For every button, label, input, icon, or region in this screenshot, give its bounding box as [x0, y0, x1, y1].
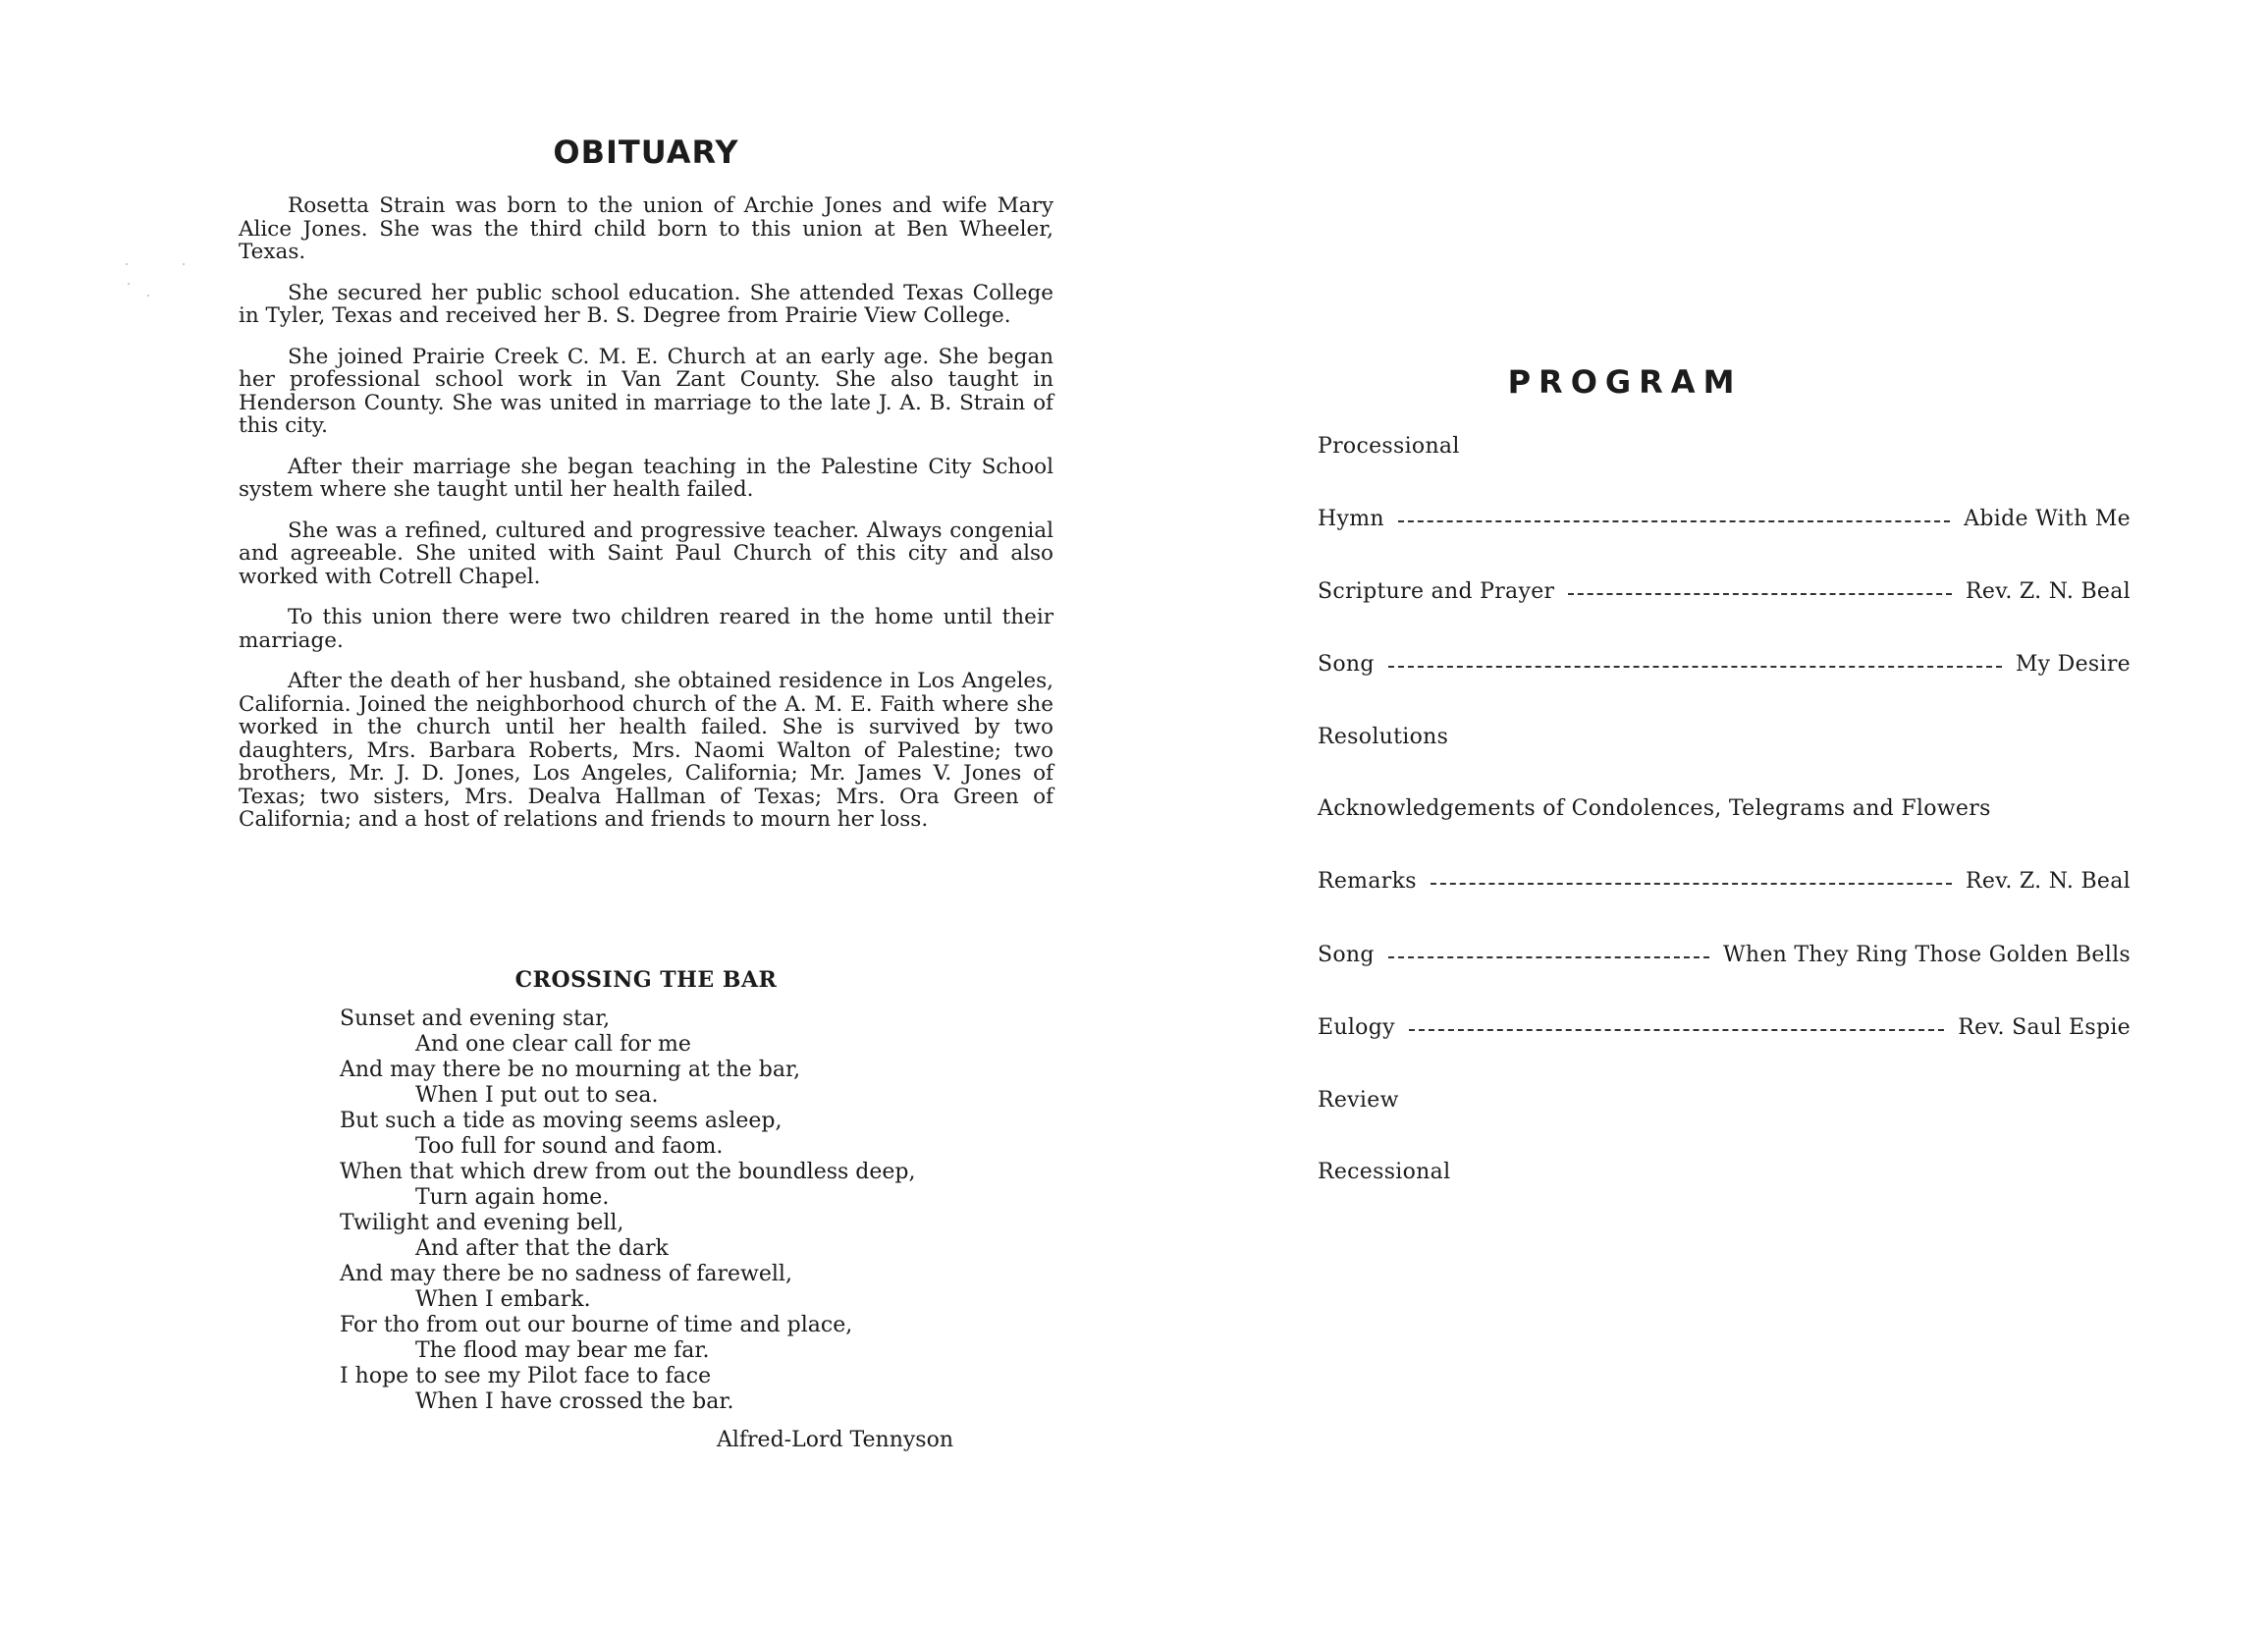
- poem-line: Turn again home.: [415, 1185, 610, 1210]
- program-item-value: Rev. Saul Espie: [1958, 1015, 2131, 1040]
- program-item-label: Review: [1318, 1088, 1399, 1113]
- program-item: [1318, 725, 2131, 749]
- program-item: [1318, 579, 2131, 604]
- program-item: [1318, 507, 2131, 531]
- poem-line: For tho from out our bourne of time and place,: [340, 1313, 853, 1337]
- paper-speck: [128, 283, 130, 285]
- poem-line: I hope to see my Pilot face to face: [340, 1364, 712, 1388]
- poem-couplet: [340, 1313, 1027, 1364]
- poem-line: When I put out to sea.: [415, 1083, 659, 1108]
- poem-body: [340, 1006, 1027, 1415]
- paper-speck: [183, 263, 185, 265]
- program-item-label: Recessional: [1318, 1160, 1451, 1184]
- dashed-leader: [1388, 956, 1709, 958]
- program-item: [1318, 943, 2131, 967]
- obituary-paragraph: After their marriage she began teaching in the Palestine City School system where she taught until her health failed.: [239, 454, 1053, 502]
- obituary-body: [239, 194, 1053, 849]
- program-item-value: Rev. Z. N. Beal: [1966, 869, 2131, 894]
- dashed-leader: [1568, 593, 1952, 595]
- program-item: [1318, 1088, 2131, 1113]
- program-title: PROGRAM: [1507, 363, 1743, 401]
- obituary-paragraph: She joined Prairie Creek C. M. E. Church at an early age. She began her professional school work in Van Zant County. She also taught in Henderson County. She was united in marriage to the late J. A. B. Strain of this city.: [239, 344, 1053, 438]
- poem-title: CROSSING THE BAR: [514, 967, 778, 993]
- poem-couplet: [340, 1364, 1027, 1415]
- program-item-label: Resolutions: [1318, 725, 1449, 749]
- program-item-value: Abide With Me: [1964, 507, 2131, 531]
- poem-line: When I embark.: [415, 1287, 591, 1312]
- poem-line: And after that the dark: [415, 1236, 669, 1261]
- poem-line: Sunset and evening star,: [340, 1006, 611, 1031]
- poem-couplet: [340, 1211, 1027, 1262]
- program-item-value: When They Ring Those Golden Bells: [1722, 943, 2131, 967]
- poem-line: The flood may bear me far.: [415, 1338, 710, 1363]
- program-item-value: Rev. Z. N. Beal: [1966, 579, 2131, 604]
- program-item-label: Song: [1318, 943, 1375, 967]
- poem-line: And may there be no mourning at the bar,: [340, 1058, 801, 1082]
- obituary-paragraph: She was a refined, cultured and progressive teacher. Always congenial and agreeable. She united with Saint Paul Church of this city and also worked with Cotrell Chapel.: [239, 517, 1053, 589]
- poem-couplet: [340, 1006, 1027, 1058]
- poem-line: And may there be no sadness of farewell,: [340, 1262, 792, 1286]
- paper-speck: [126, 263, 128, 265]
- poem-line: But such a tide as moving seems asleep,: [340, 1109, 783, 1133]
- obituary-title: OBITUARY: [553, 134, 739, 171]
- program-item-label: Processional: [1318, 434, 1460, 459]
- obituary-paragraph: After the death of her husband, she obtained residence in Los Angeles, California. Joined the neighborhood church of the A. M. E. Faith where she worked in the church until her health failed. She is survived by two daughters, Mrs. Barbara Roberts, Mrs. Naomi Walton of Palestine; two brothers, Mr. J. D. Jones, Los Angeles, California; Mr. James V. Jones of Texas; two sisters, Mrs. Dealva Hallman of Texas; Mrs. Ora Green of California; and a host of relations and friends to mourn her loss.: [239, 669, 1053, 832]
- program-item-label: Acknowledgements of Condolences, Telegrams and Flowers: [1318, 796, 1991, 821]
- program-item-label: Scripture and Prayer: [1318, 579, 1555, 604]
- program-item: [1318, 434, 2131, 459]
- poem-couplet: [340, 1160, 1027, 1211]
- program-item-label: Song: [1318, 652, 1375, 677]
- program-item-value: My Desire: [2015, 652, 2131, 677]
- dashed-leader: [1431, 883, 1952, 885]
- poem-line: Too full for sound and faom.: [415, 1134, 724, 1159]
- program-item-label: Remarks: [1318, 869, 1417, 894]
- program-item: [1318, 1160, 2131, 1184]
- program-item-label: Eulogy: [1318, 1015, 1395, 1040]
- poem-line: Twilight and evening bell,: [340, 1211, 624, 1235]
- poem-couplet: [340, 1262, 1027, 1313]
- dashed-leader: [1409, 1029, 1944, 1031]
- poem-line: And one clear call for me: [415, 1032, 691, 1057]
- obituary-paragraph: She secured her public school education. She attended Texas College in Tyler, Texas and received her B. S. Degree from Prairie View College.: [239, 280, 1053, 328]
- program-item: [1318, 652, 2131, 677]
- program-item: [1318, 869, 2131, 894]
- obituary-paragraph: Rosetta Strain was born to the union of Archie Jones and wife Mary Alice Jones. She was the third child born to this union at Ben Wheeler, Texas.: [239, 193, 1053, 264]
- poem-line: When I have crossed the bar.: [415, 1389, 734, 1414]
- poem-line: When that which drew from out the boundless deep,: [340, 1160, 916, 1184]
- obituary-paragraph: To this union there were two children reared in the home until their marriage.: [239, 605, 1053, 653]
- poem-couplet: [340, 1109, 1027, 1160]
- paper-speck: [147, 295, 149, 297]
- poem-author: Alfred-Lord Tennyson: [716, 1428, 953, 1452]
- poem-couplet: [340, 1058, 1027, 1109]
- program-item-label: Hymn: [1318, 507, 1384, 531]
- dashed-leader: [1388, 666, 2002, 668]
- program-item: [1318, 796, 2131, 821]
- dashed-leader: [1398, 520, 1950, 522]
- program-item: [1318, 1015, 2131, 1040]
